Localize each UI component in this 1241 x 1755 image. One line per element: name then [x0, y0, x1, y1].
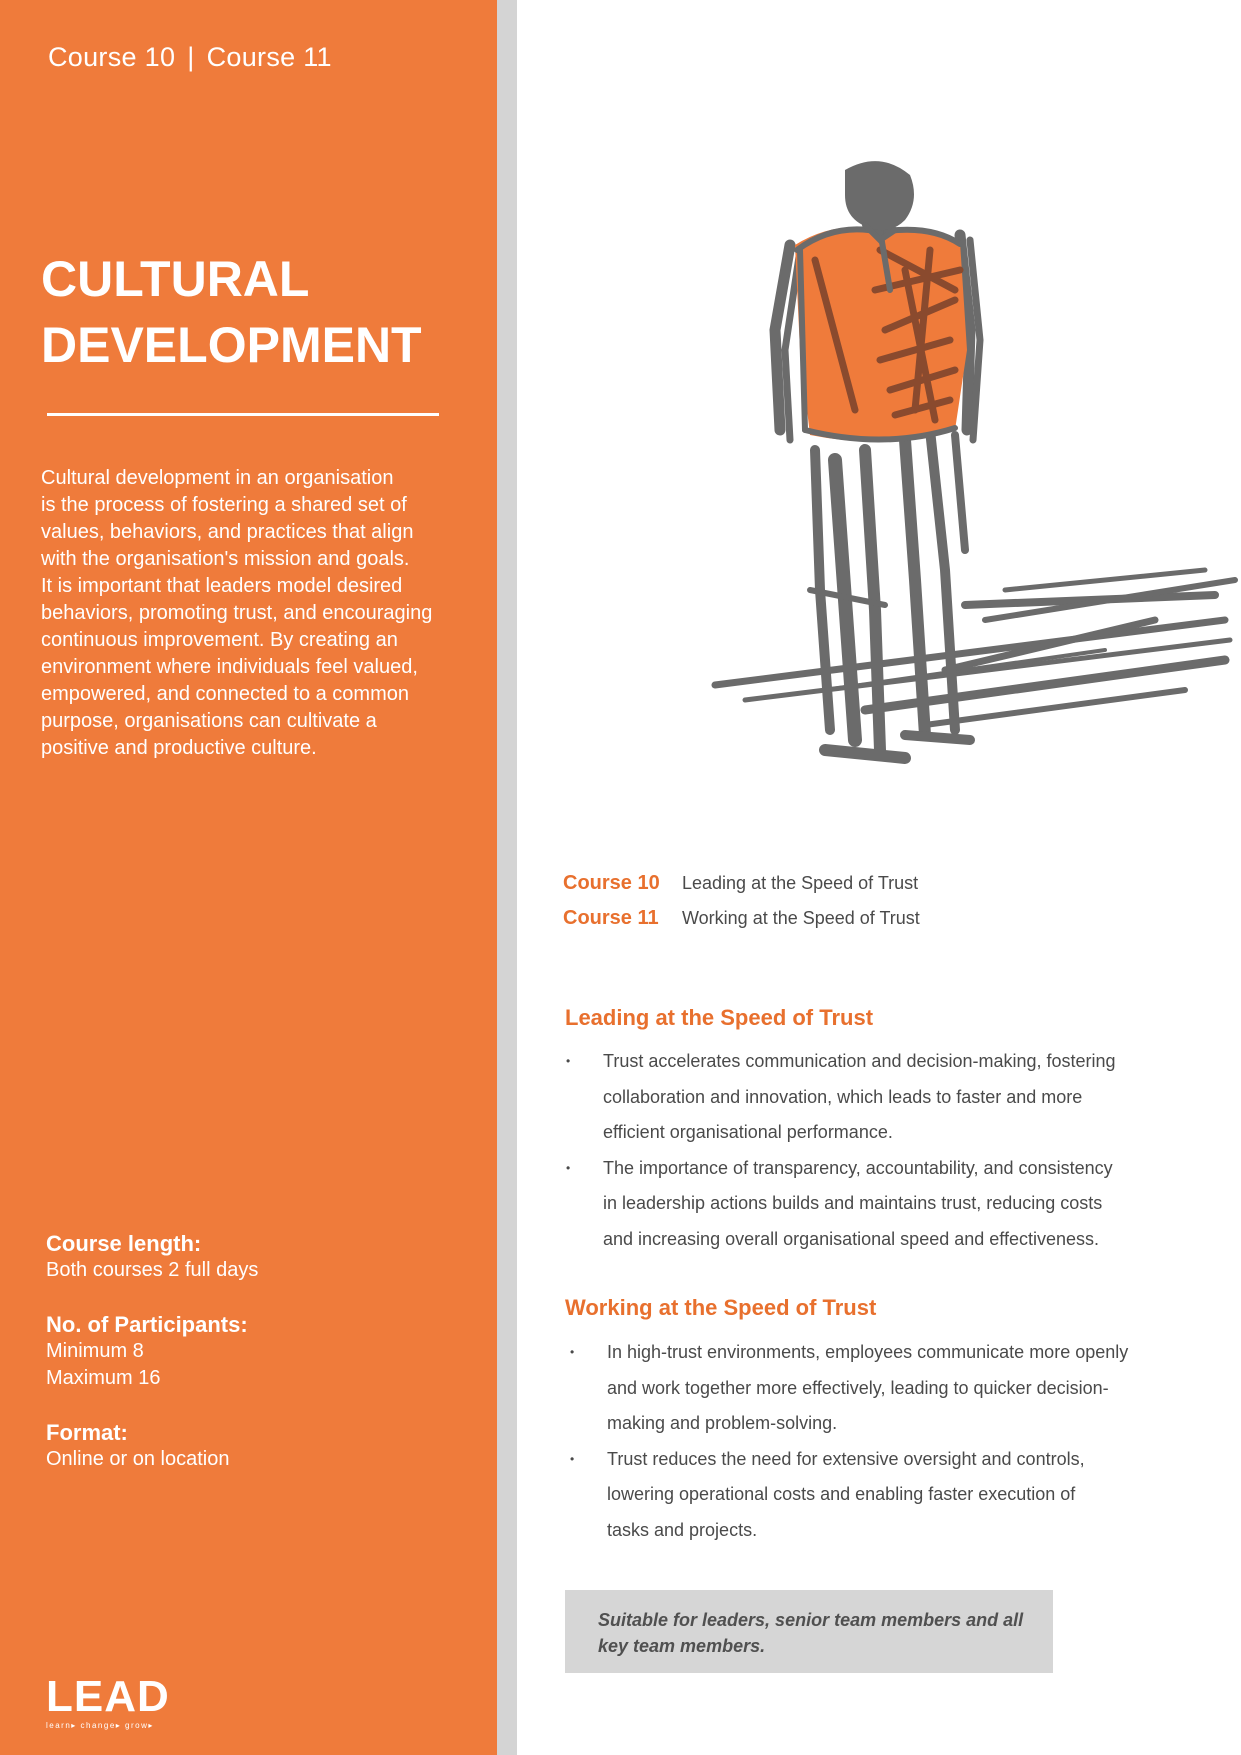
bullet-line: and work together more effectively, leading to quicker decision-	[607, 1377, 1109, 1398]
title-divider	[47, 413, 439, 416]
section-title-working: Working at the Speed of Trust	[565, 1295, 877, 1320]
lead-logo	[46, 1672, 170, 1730]
fact-course-length	[46, 1230, 466, 1284]
fact-label: Format:	[46, 1420, 128, 1445]
fact-format	[46, 1419, 466, 1473]
intro-line: purpose, organisations can cultivate a	[41, 710, 377, 732]
list-item	[570, 1442, 1192, 1549]
fact-value: Minimum 8	[46, 1340, 144, 1362]
intro-line: with the organisation's mission and goals.	[41, 548, 410, 570]
section-title-leading: Leading at the Speed of Trust	[565, 1005, 874, 1030]
bullet-dot: •	[566, 1054, 571, 1068]
bullet-line: lowering operational costs and enabling faster execution of	[607, 1484, 1076, 1504]
title-line-1: CULTURAL	[41, 251, 310, 307]
bullet-line: Trust accelerates communication and decision-making, fostering	[603, 1051, 1116, 1071]
list-item	[570, 1335, 1192, 1442]
fact-label: No. of Participants:	[46, 1312, 248, 1337]
intro-line: empowered, and connected to a common	[41, 683, 409, 705]
course-row	[563, 907, 920, 942]
torso-orange	[795, 227, 967, 441]
bullet-line: in leadership actions builds and maintains trust, reducing costs	[603, 1193, 1103, 1213]
fact-value: Both courses 2 full days	[46, 1259, 259, 1281]
sidebar-panel	[0, 0, 497, 1755]
list-item	[566, 1151, 1188, 1258]
intro-line: It is important that leaders model desired	[41, 575, 403, 597]
intro-line: behaviors, promoting trust, and encouraging	[41, 602, 433, 624]
intro-line: continuous improvement. By creating an	[41, 629, 398, 651]
bullet-line: collaboration and innovation, which leads to faster and more	[603, 1086, 1083, 1107]
fact-value: Maximum 16	[46, 1367, 161, 1389]
course-10-tag: Course 10	[48, 42, 176, 72]
course-row	[563, 872, 920, 907]
title-line-2: DEVELOPMENT	[41, 317, 422, 373]
page-title	[41, 246, 422, 378]
course-code: Course 10	[563, 872, 660, 894]
bullet-dot: •	[570, 1451, 575, 1466]
note-line: Suitable for leaders, senior team members and all	[598, 1610, 1024, 1630]
bullet-line: efficient organisational performance.	[603, 1122, 893, 1142]
fact-label: Course length:	[46, 1231, 202, 1256]
course-code: Course 11	[563, 907, 659, 929]
logo-tagline: learn▸ change▸ grow▸	[46, 1721, 154, 1730]
course-11-tag: Course 11	[206, 42, 332, 72]
intro-line: positive and productive culture.	[41, 737, 317, 759]
course-list	[563, 872, 920, 942]
intro-line: environment where individuals feel valued,	[41, 656, 418, 678]
course-facts	[46, 1230, 466, 1500]
note-text	[598, 1607, 1038, 1659]
suitability-note	[565, 1590, 1053, 1673]
leading-bullets	[566, 1044, 1188, 1257]
course-name: Leading at the Speed of Trust	[682, 873, 919, 893]
bullet-dot: •	[570, 1345, 575, 1359]
working-bullets	[570, 1335, 1192, 1548]
man-sketch-illustration	[705, 150, 1241, 780]
bullet-line: and increasing overall organisational speed and effectiveness.	[603, 1228, 1099, 1249]
bullet-line: making and problem-solving.	[607, 1413, 838, 1433]
page-gutter	[497, 0, 517, 1755]
intro-line: values, behaviors, and practices that align	[41, 521, 414, 543]
bullet-line: The importance of transparency, accountability, and consistency	[603, 1157, 1113, 1178]
course-breadcrumb	[48, 42, 332, 73]
intro-line: is the process of fostering a shared set of	[41, 494, 407, 516]
intro-line: Cultural development in an organisation	[41, 467, 394, 489]
bullet-line: In high-trust environments, employees communicate more openly	[607, 1342, 1129, 1362]
bullet-dot: •	[566, 1160, 571, 1175]
intro-paragraph	[41, 465, 481, 762]
course-separator: |	[187, 42, 195, 72]
list-item	[566, 1044, 1188, 1151]
shadow-strokes	[715, 570, 1235, 725]
logo-wordmark: LEAD	[46, 1672, 170, 1721]
note-line: key team members.	[598, 1636, 766, 1656]
bullet-line: tasks and projects.	[607, 1519, 758, 1540]
fact-participants	[46, 1311, 466, 1392]
fact-value: Online or on location	[46, 1448, 230, 1470]
course-name: Working at the Speed of Trust	[682, 908, 920, 928]
bullet-line: Trust reduces the need for extensive oversight and controls,	[607, 1448, 1085, 1469]
